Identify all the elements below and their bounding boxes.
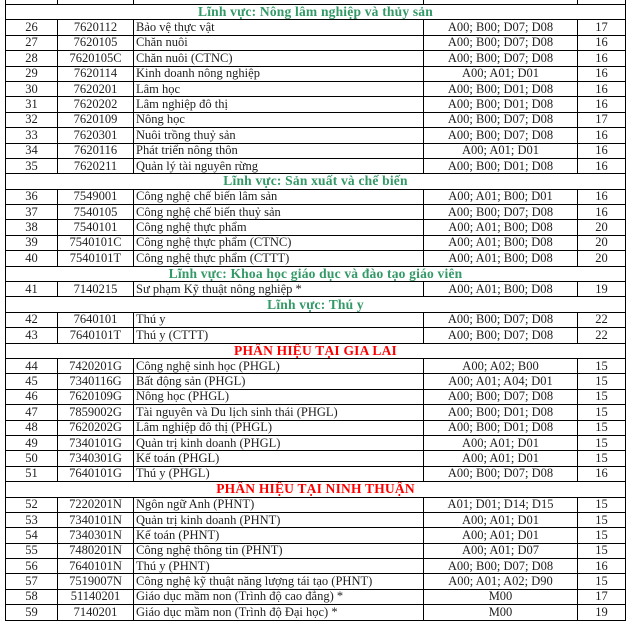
section-header-row xyxy=(6,297,626,312)
subject-combos-cell: A00; A01; D01 xyxy=(424,451,578,466)
major-code-cell: 7340101G xyxy=(58,435,134,450)
table-row xyxy=(6,158,626,173)
score-cell: 17 xyxy=(578,112,626,127)
major-code-cell: 7620112 xyxy=(58,20,134,35)
table-row xyxy=(6,543,626,558)
score-cell: 15 xyxy=(578,451,626,466)
table-row xyxy=(6,405,626,420)
subject-combos-cell: A01; D01; D14; D15 xyxy=(424,497,578,512)
score-cell: 15 xyxy=(578,374,626,389)
row-number-cell: 41 xyxy=(6,282,58,297)
major-name-cell: Công nghệ chế biến lâm sản xyxy=(134,189,424,204)
major-name-cell: Quản lý tài nguyên rừng xyxy=(134,158,424,173)
row-number-cell: 27 xyxy=(6,35,58,50)
major-code-cell: 7540105 xyxy=(58,205,134,220)
score-cell: 16 xyxy=(578,81,626,96)
major-name-cell: Giáo dục mầm non (Trình độ Đại học) * xyxy=(134,605,424,620)
subject-combos-cell: A00; A01; B00; D08 xyxy=(424,220,578,235)
subject-combos-cell: A00; A01; D01 xyxy=(424,435,578,450)
score-cell: 20 xyxy=(578,251,626,266)
score-cell: 16 xyxy=(578,143,626,158)
major-code-cell: 7640101 xyxy=(58,312,134,327)
table-row xyxy=(6,605,626,620)
section-header-row xyxy=(6,174,626,189)
subject-combos-cell: A00; B00; D07; D08 xyxy=(424,35,578,50)
subject-combos-cell: A00; A01; B00; D08 xyxy=(424,235,578,250)
table-row xyxy=(6,559,626,574)
major-code-cell: 7340116G xyxy=(58,374,134,389)
score-cell: 20 xyxy=(578,220,626,235)
major-name-cell: Kế toán (PHNT) xyxy=(134,528,424,543)
major-name-cell: Công nghệ chế biến thuỷ sản xyxy=(134,205,424,220)
table-row xyxy=(6,143,626,158)
major-name-cell: Giáo dục mầm non (Trình độ cao đẳng) * xyxy=(134,589,424,604)
table-row xyxy=(6,435,626,450)
major-name-cell: Nông học xyxy=(134,112,424,127)
major-name-cell: Ngôn ngữ Anh (PHNT) xyxy=(134,497,424,512)
table-row xyxy=(6,282,626,297)
major-name-cell: Quản trị kinh doanh (PHNT) xyxy=(134,512,424,527)
row-number-cell: 48 xyxy=(6,420,58,435)
subject-combos-cell: A00; A01; D01 xyxy=(424,528,578,543)
section-header-label: Lĩnh vực: Khoa học giáo dục và đào tạo giáo viên xyxy=(6,266,626,281)
subject-combos-cell: A00; B00; D01; D08 xyxy=(424,97,578,112)
score-cell: 15 xyxy=(578,405,626,420)
row-number-cell: 31 xyxy=(6,97,58,112)
table-row xyxy=(6,81,626,96)
score-cell: 15 xyxy=(578,420,626,435)
row-number-cell: 36 xyxy=(6,189,58,204)
subject-combos-cell: A00; A01; D01 xyxy=(424,66,578,81)
subject-combos-cell: A00; A01; D01 xyxy=(424,143,578,158)
table-row xyxy=(6,235,626,250)
major-code-cell: 7549001 xyxy=(58,189,134,204)
row-number-cell: 57 xyxy=(6,574,58,589)
row-number-cell: 26 xyxy=(6,20,58,35)
subject-combos-cell: A00; B00; D07; D08 xyxy=(424,389,578,404)
major-code-cell: 7640101G xyxy=(58,466,134,481)
major-code-cell: 7620201 xyxy=(58,81,134,96)
major-code-cell: 7340301N xyxy=(58,528,134,543)
score-cell: 16 xyxy=(578,205,626,220)
subject-combos-cell: A00; B00; D07; D08 xyxy=(424,205,578,220)
table-row xyxy=(6,528,626,543)
subject-combos-cell: A00; A01; B00; D01 xyxy=(424,189,578,204)
row-number-cell: 40 xyxy=(6,251,58,266)
subject-combos-cell: A00; B00; D07; D08 xyxy=(424,312,578,327)
major-name-cell: Công nghệ thông tin (PHNT) xyxy=(134,543,424,558)
subject-combos-cell: A00; A01; D01 xyxy=(424,512,578,527)
row-number-cell: 50 xyxy=(6,451,58,466)
row-number-cell: 43 xyxy=(6,328,58,343)
score-cell: 15 xyxy=(578,358,626,373)
major-name-cell: Thú y (PHGL) xyxy=(134,466,424,481)
score-cell: 16 xyxy=(578,66,626,81)
table-row xyxy=(6,497,626,512)
major-code-cell: 7140201 xyxy=(58,605,134,620)
table-row xyxy=(6,312,626,327)
row-number-cell: 29 xyxy=(6,66,58,81)
subject-combos-cell: A00; B00; D01; D08 xyxy=(424,158,578,173)
major-code-cell: 7620109 xyxy=(58,112,134,127)
table-row xyxy=(6,97,626,112)
row-number-cell: 38 xyxy=(6,220,58,235)
row-number-cell: 49 xyxy=(6,435,58,450)
major-code-cell: 51140201 xyxy=(58,589,134,604)
row-number-cell: 33 xyxy=(6,128,58,143)
major-code-cell: 7620211 xyxy=(58,158,134,173)
major-name-cell: Tài nguyên và Du lịch sinh thái (PHGL) xyxy=(134,405,424,420)
major-code-cell: 7620202G xyxy=(58,420,134,435)
score-cell: 17 xyxy=(578,589,626,604)
major-code-cell: 7620109G xyxy=(58,389,134,404)
major-name-cell: Thú y xyxy=(134,312,424,327)
row-number-cell: 35 xyxy=(6,158,58,173)
row-number-cell: 44 xyxy=(6,358,58,373)
score-cell: 15 xyxy=(578,435,626,450)
major-code-cell: 7540101 xyxy=(58,220,134,235)
subject-combos-cell: A00; B00; D07; D08 xyxy=(424,559,578,574)
major-name-cell: Nuôi trồng thuỷ sản xyxy=(134,128,424,143)
row-number-cell: 28 xyxy=(6,51,58,66)
score-cell: 16 xyxy=(578,51,626,66)
table-row xyxy=(6,389,626,404)
table-row xyxy=(6,512,626,527)
major-code-cell: 7540101T xyxy=(58,251,134,266)
subject-combos-cell: A00; B00; D07; D08 xyxy=(424,112,578,127)
major-name-cell: Bảo vệ thực vật xyxy=(134,20,424,35)
subject-combos-cell: A00; A01; A04; D01 xyxy=(424,374,578,389)
table-row xyxy=(6,128,626,143)
score-cell: 15 xyxy=(578,389,626,404)
table-row xyxy=(6,574,626,589)
row-number-cell: 51 xyxy=(6,466,58,481)
subject-combos-cell: A00; B00; D07; D08 xyxy=(424,20,578,35)
section-header-label: Lĩnh vực: Sản xuất và chế biến xyxy=(6,174,626,189)
table-row xyxy=(6,328,626,343)
table-row xyxy=(6,466,626,481)
subject-combos-cell: M00 xyxy=(424,605,578,620)
row-number-cell: 32 xyxy=(6,112,58,127)
row-number-cell: 55 xyxy=(6,543,58,558)
major-name-cell: Kinh doanh nông nghiệp xyxy=(134,66,424,81)
table-row xyxy=(6,251,626,266)
major-name-cell: Lâm nghiệp đô thị xyxy=(134,97,424,112)
row-number-cell: 30 xyxy=(6,81,58,96)
major-code-cell: 7620105C xyxy=(58,51,134,66)
table-row xyxy=(6,35,626,50)
subject-combos-cell: A00; B00; D07; D08 xyxy=(424,328,578,343)
major-name-cell: Quản trị kinh doanh (PHGL) xyxy=(134,435,424,450)
row-number-cell: 54 xyxy=(6,528,58,543)
row-number-cell: 45 xyxy=(6,374,58,389)
table-row xyxy=(6,66,626,81)
major-name-cell: Lâm nghiệp đô thị (PHGL) xyxy=(134,420,424,435)
score-cell: 15 xyxy=(578,512,626,527)
row-number-cell: 46 xyxy=(6,389,58,404)
score-cell: 16 xyxy=(578,189,626,204)
table-row xyxy=(6,20,626,35)
major-code-cell: 7640101T xyxy=(58,328,134,343)
row-number-cell: 53 xyxy=(6,512,58,527)
major-name-cell: Sư phạm Kỹ thuật nông nghiệp * xyxy=(134,282,424,297)
subject-combos-cell: A00; A01; B00; D08 xyxy=(424,251,578,266)
section-header-row xyxy=(6,5,626,20)
table-row xyxy=(6,189,626,204)
subject-combos-cell: A00; A02; B00 xyxy=(424,358,578,373)
subject-combos-cell: A00; B00; D01; D08 xyxy=(424,420,578,435)
major-code-cell: 7640101N xyxy=(58,559,134,574)
score-cell: 16 xyxy=(578,158,626,173)
major-code-cell: 7340101N xyxy=(58,512,134,527)
section-header-row xyxy=(6,266,626,281)
major-code-cell: 7859002G xyxy=(58,405,134,420)
table-row xyxy=(6,451,626,466)
subject-combos-cell: M00 xyxy=(424,589,578,604)
score-cell: 17 xyxy=(578,20,626,35)
major-code-cell: 7620116 xyxy=(58,143,134,158)
table-row xyxy=(6,112,626,127)
subject-combos-cell: A00; B00; D07; D08 xyxy=(424,466,578,481)
subject-combos-cell: A00; B00; D01; D08 xyxy=(424,405,578,420)
subject-combos-cell: A00; B00; D01; D08 xyxy=(424,81,578,96)
table-row xyxy=(6,205,626,220)
table-row xyxy=(6,51,626,66)
section-header-label: PHÂN HIỆU TẠI NINH THUẬN xyxy=(6,482,626,497)
subject-combos-cell: A00; B00; D07; D08 xyxy=(424,128,578,143)
score-cell: 16 xyxy=(578,559,626,574)
major-name-cell: Thú y (PHNT) xyxy=(134,559,424,574)
subject-combos-cell: A00; A01; A02; D90 xyxy=(424,574,578,589)
score-cell: 16 xyxy=(578,97,626,112)
score-cell: 16 xyxy=(578,35,626,50)
table-row xyxy=(6,220,626,235)
score-cell: 19 xyxy=(578,282,626,297)
major-name-cell: Công nghệ sinh học (PHGL) xyxy=(134,358,424,373)
table-row xyxy=(6,374,626,389)
row-number-cell: 42 xyxy=(6,312,58,327)
score-cell: 15 xyxy=(578,497,626,512)
section-header-row xyxy=(6,482,626,497)
major-code-cell: 7620105 xyxy=(58,35,134,50)
row-number-cell: 58 xyxy=(6,589,58,604)
score-cell: 15 xyxy=(578,528,626,543)
row-number-cell: 52 xyxy=(6,497,58,512)
major-code-cell: 7519007N xyxy=(58,574,134,589)
score-cell: 16 xyxy=(578,128,626,143)
section-header-label: Lĩnh vực: Nông lâm nghiệp và thủy sản xyxy=(6,5,626,20)
score-cell: 15 xyxy=(578,574,626,589)
table-row xyxy=(6,589,626,604)
major-name-cell: Công nghệ thực phẩm xyxy=(134,220,424,235)
major-code-cell: 7620301 xyxy=(58,128,134,143)
major-code-cell: 7540101C xyxy=(58,235,134,250)
score-cell: 16 xyxy=(578,466,626,481)
score-cell: 22 xyxy=(578,328,626,343)
major-name-cell: Bất động sản (PHGL) xyxy=(134,374,424,389)
major-name-cell: Phát triển nông thôn xyxy=(134,143,424,158)
section-header-label: Lĩnh vực: Thú y xyxy=(6,297,626,312)
table-row xyxy=(6,420,626,435)
admissions-table-body xyxy=(6,0,626,620)
section-header-row xyxy=(6,343,626,358)
score-cell: 19 xyxy=(578,605,626,620)
major-code-cell: 7220201N xyxy=(58,497,134,512)
row-number-cell: 47 xyxy=(6,405,58,420)
major-code-cell: 7420201G xyxy=(58,358,134,373)
score-cell: 22 xyxy=(578,312,626,327)
major-name-cell: Công nghệ thực phẩm (CTTT) xyxy=(134,251,424,266)
major-code-cell: 7620114 xyxy=(58,66,134,81)
row-number-cell: 34 xyxy=(6,143,58,158)
major-name-cell: Kế toán (PHGL) xyxy=(134,451,424,466)
row-number-cell: 59 xyxy=(6,605,58,620)
major-name-cell: Công nghệ thực phẩm (CTNC) xyxy=(134,235,424,250)
subject-combos-cell: A00; A01; B00; D08 xyxy=(424,282,578,297)
row-number-cell: 37 xyxy=(6,205,58,220)
admissions-table xyxy=(5,0,626,621)
major-name-cell: Chăn nuôi xyxy=(134,35,424,50)
subject-combos-cell: A00; A01; D07 xyxy=(424,543,578,558)
table-row xyxy=(6,358,626,373)
score-cell: 15 xyxy=(578,543,626,558)
major-name-cell: Lâm học xyxy=(134,81,424,96)
major-code-cell: 7140215 xyxy=(58,282,134,297)
major-code-cell: 7620202 xyxy=(58,97,134,112)
major-name-cell: Chăn nuôi (CTNC) xyxy=(134,51,424,66)
major-name-cell: Công nghệ kỹ thuật năng lượng tái tạo (PHNT) xyxy=(134,574,424,589)
score-cell: 20 xyxy=(578,235,626,250)
major-name-cell: Nông học (PHGL) xyxy=(134,389,424,404)
major-code-cell: 7480201N xyxy=(58,543,134,558)
row-number-cell: 39 xyxy=(6,235,58,250)
section-header-label: PHÂN HIỆU TẠI GIA LAI xyxy=(6,343,626,358)
subject-combos-cell: A00; B00; D07; D08 xyxy=(424,51,578,66)
row-number-cell: 56 xyxy=(6,559,58,574)
major-name-cell: Thú y (CTTT) xyxy=(134,328,424,343)
major-code-cell: 7340301G xyxy=(58,451,134,466)
